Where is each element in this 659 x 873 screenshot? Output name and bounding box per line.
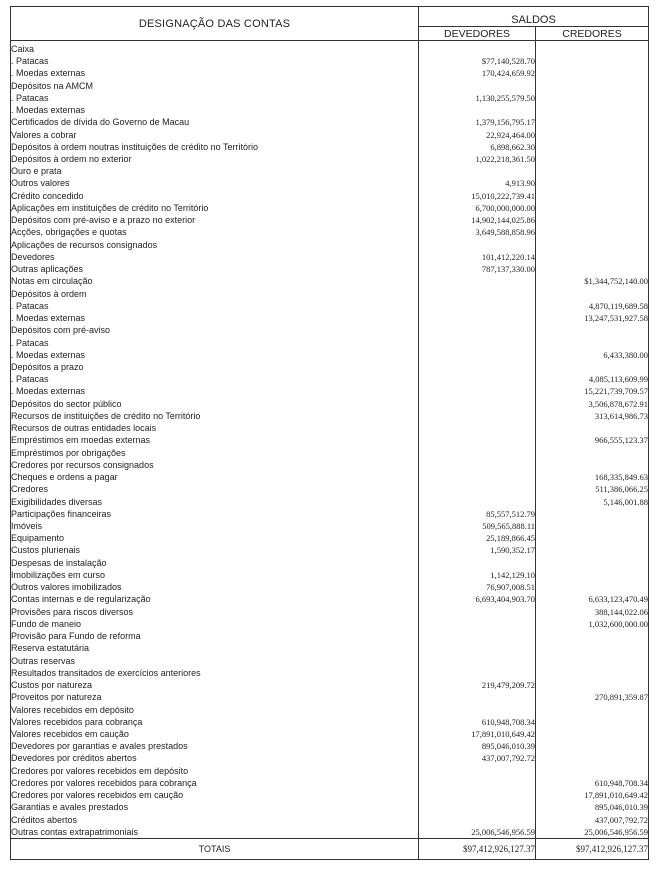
debit-value: 6,693,404,903.70 — [419, 593, 536, 605]
debit-value — [419, 703, 536, 715]
account-name: Despesas de instalação — [11, 557, 419, 569]
table-row — [11, 581, 649, 593]
table-row — [11, 752, 649, 764]
table-row — [11, 190, 649, 202]
credit-value — [536, 226, 649, 238]
table-row — [11, 557, 649, 569]
account-name: Outras contas extrapatrimoniais — [11, 826, 419, 839]
debit-value — [419, 801, 536, 813]
account-name: . Moedas externas — [11, 312, 419, 324]
credit-value — [536, 55, 649, 67]
account-name: Garantias e avales prestados — [11, 801, 419, 813]
credit-value — [536, 716, 649, 728]
debit-value — [419, 165, 536, 177]
account-name: Devedores por garantias e avales prestados — [11, 740, 419, 752]
header-saldos: SALDOS — [419, 7, 649, 27]
table-row — [11, 398, 649, 410]
account-name: Depósitos à ordem — [11, 287, 419, 299]
account-name: Fundo de maneio — [11, 618, 419, 630]
table-row — [11, 324, 649, 336]
credit-value — [536, 190, 649, 202]
totals-devedores: $97,412,926,127.37 — [419, 838, 536, 859]
credit-value — [536, 79, 649, 91]
account-name: Custos plurienais — [11, 544, 419, 556]
credit-value — [536, 544, 649, 556]
account-name: Certificados de dívida do Governo de Macau — [11, 116, 419, 128]
credit-value: 313,614,986.73 — [536, 410, 649, 422]
debit-value: 1,142,129.10 — [419, 569, 536, 581]
table-row — [11, 801, 649, 813]
account-name: Participações financeiras — [11, 508, 419, 520]
credit-value — [536, 447, 649, 459]
table-row — [11, 642, 649, 654]
account-name: Contas internas e de regularização — [11, 593, 419, 605]
account-name: Cheques e ordens a pagar — [11, 471, 419, 483]
header-designacao: DESIGNAÇÃO DAS CONTAS — [11, 7, 419, 41]
account-name: Aplicações em instituições de crédito no Território — [11, 202, 419, 214]
table-row — [11, 226, 649, 238]
table-row — [11, 483, 649, 495]
account-name: Notas em circulação — [11, 275, 419, 287]
credit-value — [536, 128, 649, 140]
credit-value — [536, 41, 649, 56]
account-name: Equipamento — [11, 532, 419, 544]
account-name: Reserva estatutária — [11, 642, 419, 654]
table-row — [11, 508, 649, 520]
debit-value: 895,046,010.39 — [419, 740, 536, 752]
credit-value — [536, 679, 649, 691]
credit-value: 6,433,380.00 — [536, 349, 649, 361]
debit-value: 4,913.90 — [419, 177, 536, 189]
credit-value — [536, 569, 649, 581]
debit-value: 85,557,512.79 — [419, 508, 536, 520]
debit-value — [419, 667, 536, 679]
debit-value: 170,424,659.92 — [419, 67, 536, 79]
account-name: Credores por recursos consignados — [11, 459, 419, 471]
debit-value — [419, 410, 536, 422]
debit-value: 76,907,008.51 — [419, 581, 536, 593]
table-row — [11, 41, 649, 56]
debit-value: 25,006,546,956.59 — [419, 826, 536, 839]
table-row — [11, 777, 649, 789]
debit-value — [419, 777, 536, 789]
table-row — [11, 703, 649, 715]
totals-row — [11, 838, 649, 859]
table-row — [11, 92, 649, 104]
credit-value — [536, 728, 649, 740]
debit-value — [419, 398, 536, 410]
debit-value — [419, 471, 536, 483]
table-row — [11, 434, 649, 446]
credit-value — [536, 165, 649, 177]
credit-value — [536, 557, 649, 569]
account-name: Devedores — [11, 251, 419, 263]
account-name: . Moedas externas — [11, 349, 419, 361]
account-name: Caixa — [11, 41, 419, 56]
credit-value: 6,633,123,470.49 — [536, 593, 649, 605]
debit-value — [419, 642, 536, 654]
table-row — [11, 471, 649, 483]
credit-value — [536, 67, 649, 79]
credit-value — [536, 752, 649, 764]
credit-value — [536, 251, 649, 263]
account-name: Depósitos do sector público — [11, 398, 419, 410]
account-name: Depósitos à ordem no exterior — [11, 153, 419, 165]
table-row — [11, 300, 649, 312]
account-name: Depósitos à ordem noutras instituições de crédito no Território — [11, 141, 419, 153]
debit-value — [419, 789, 536, 801]
header-credores: CREDORES — [536, 27, 649, 41]
credit-value — [536, 214, 649, 226]
table-row — [11, 153, 649, 165]
credit-value: 168,335,849.63 — [536, 471, 649, 483]
account-name: Crédito concedido — [11, 190, 419, 202]
account-name: . Moedas externas — [11, 67, 419, 79]
account-name: Devedores por créditos abertos — [11, 752, 419, 764]
table-row — [11, 789, 649, 801]
credit-value: 15,221,739,709.57 — [536, 385, 649, 397]
debit-value — [419, 300, 536, 312]
credit-value — [536, 361, 649, 373]
credit-value — [536, 667, 649, 679]
table-row — [11, 214, 649, 226]
credit-value — [536, 630, 649, 642]
credit-value: 5,146,001.88 — [536, 495, 649, 507]
debit-value: 509,565,888.11 — [419, 520, 536, 532]
debit-value — [419, 336, 536, 348]
credit-value: 1,032,600,000.00 — [536, 618, 649, 630]
table-row — [11, 667, 649, 679]
debit-value — [419, 618, 536, 630]
credit-value — [536, 202, 649, 214]
debit-value — [419, 495, 536, 507]
account-name: Outras aplicações — [11, 263, 419, 275]
account-name: Credores — [11, 483, 419, 495]
table-row — [11, 116, 649, 128]
account-name: Empréstimos em moedas externas — [11, 434, 419, 446]
table-row — [11, 141, 649, 153]
credit-value — [536, 239, 649, 251]
table-row — [11, 336, 649, 348]
credit-value — [536, 153, 649, 165]
credit-value — [536, 324, 649, 336]
table-row — [11, 263, 649, 275]
table-row — [11, 55, 649, 67]
credit-value — [536, 642, 649, 654]
debit-value — [419, 324, 536, 336]
credit-value: 25,006,546,956.59 — [536, 826, 649, 839]
debit-value: 17,891,010,649.42 — [419, 728, 536, 740]
account-name: Créditos abertos — [11, 814, 419, 826]
account-name: Aplicações de recursos consignados — [11, 239, 419, 251]
credit-value: 3,506,878,672.91 — [536, 398, 649, 410]
credit-value: 4,085,113,609.99 — [536, 373, 649, 385]
debit-value: 14,902,144,025.86 — [419, 214, 536, 226]
table-row — [11, 422, 649, 434]
table-row — [11, 447, 649, 459]
credit-value: 388,144,022.06 — [536, 606, 649, 618]
debit-value — [419, 557, 536, 569]
account-name: Empréstimos por obrigações — [11, 447, 419, 459]
account-name: . Patacas — [11, 92, 419, 104]
debit-value — [419, 312, 536, 324]
debit-value — [419, 630, 536, 642]
credit-value — [536, 287, 649, 299]
debit-value: 1,130,255,579.50 — [419, 92, 536, 104]
table-body — [11, 41, 649, 839]
credit-value — [536, 740, 649, 752]
credit-value — [536, 581, 649, 593]
debit-value — [419, 434, 536, 446]
table-row — [11, 128, 649, 140]
table-row — [11, 312, 649, 324]
credit-value — [536, 422, 649, 434]
table-row — [11, 239, 649, 251]
debit-value: 6,700,000,000.00 — [419, 202, 536, 214]
account-name: . Patacas — [11, 336, 419, 348]
table-row — [11, 728, 649, 740]
debit-value — [419, 104, 536, 116]
debit-value: 25,189,866.45 — [419, 532, 536, 544]
credit-value: 270,891,359.87 — [536, 691, 649, 703]
credit-value — [536, 703, 649, 715]
debit-value — [419, 814, 536, 826]
table-row — [11, 251, 649, 263]
table-row — [11, 275, 649, 287]
table-row — [11, 520, 649, 532]
credit-value: 437,007,792.72 — [536, 814, 649, 826]
account-name: Imóveis — [11, 520, 419, 532]
debit-value — [419, 654, 536, 666]
credit-value — [536, 116, 649, 128]
credit-value — [536, 177, 649, 189]
account-name: Resultados transitados de exercícios anteriores — [11, 667, 419, 679]
account-name: Valores recebidos para cobrança — [11, 716, 419, 728]
totals-credores: $97,412,926,127.37 — [536, 838, 649, 859]
table-row — [11, 630, 649, 642]
header-devedores: DEVEDORES — [419, 27, 536, 41]
debit-value — [419, 691, 536, 703]
credit-value: 895,046,010.39 — [536, 801, 649, 813]
credit-value — [536, 104, 649, 116]
account-name: Credores por valores recebidos em caução — [11, 789, 419, 801]
credit-value: 966,555,123.37 — [536, 434, 649, 446]
account-name: Imobilizações em curso — [11, 569, 419, 581]
debit-value: 6,898,662.30 — [419, 141, 536, 153]
table-row — [11, 361, 649, 373]
account-name: Depósitos com pré-aviso — [11, 324, 419, 336]
account-name: Outros valores imobilizados — [11, 581, 419, 593]
credit-value — [536, 141, 649, 153]
debit-value — [419, 41, 536, 56]
credit-value — [536, 532, 649, 544]
credit-value — [536, 263, 649, 275]
debit-value: $77,140,528.70 — [419, 55, 536, 67]
account-name: Exigibilidades diversas — [11, 495, 419, 507]
totals-label: TOTAIS — [11, 838, 419, 859]
account-name: Valores a cobrar — [11, 128, 419, 140]
table-row — [11, 349, 649, 361]
account-name: Valores recebidos em depósito — [11, 703, 419, 715]
debit-value: 610,948,708.34 — [419, 716, 536, 728]
account-name: Provisões para riscos diversos — [11, 606, 419, 618]
credit-value — [536, 459, 649, 471]
account-name: Outros valores — [11, 177, 419, 189]
debit-value — [419, 459, 536, 471]
credit-value: 17,891,010,649.42 — [536, 789, 649, 801]
debit-value: 219,479,209.72 — [419, 679, 536, 691]
account-name: . Patacas — [11, 55, 419, 67]
account-name: . Patacas — [11, 373, 419, 385]
credit-value: 511,386,066.25 — [536, 483, 649, 495]
table-row — [11, 618, 649, 630]
table-row — [11, 177, 649, 189]
account-name: Provisão para Fundo de reforma — [11, 630, 419, 642]
table-row — [11, 385, 649, 397]
debit-value: 15,010,222,739.41 — [419, 190, 536, 202]
debit-value — [419, 287, 536, 299]
debit-value — [419, 483, 536, 495]
account-name: Credores por valores recebidos para cobrança — [11, 777, 419, 789]
account-name: Depósitos com pré-aviso e a prazo no exterior — [11, 214, 419, 226]
debit-value: 787,137,330.00 — [419, 263, 536, 275]
debit-value — [419, 373, 536, 385]
table-row — [11, 679, 649, 691]
account-name: Outras reservas — [11, 654, 419, 666]
debit-value: 1,590,352.17 — [419, 544, 536, 556]
table-row — [11, 373, 649, 385]
table-row — [11, 79, 649, 91]
account-name: Depósitos na AMCM — [11, 79, 419, 91]
credit-value — [536, 654, 649, 666]
credit-value — [536, 520, 649, 532]
table-row — [11, 202, 649, 214]
table-row — [11, 593, 649, 605]
debit-value — [419, 361, 536, 373]
debit-value — [419, 239, 536, 251]
table-row — [11, 410, 649, 422]
table-row — [11, 826, 649, 839]
table-row — [11, 814, 649, 826]
account-name: Recursos de instituições de crédito no Território — [11, 410, 419, 422]
debit-value — [419, 79, 536, 91]
table-row — [11, 654, 649, 666]
table-row — [11, 740, 649, 752]
table-row — [11, 532, 649, 544]
account-name: Recursos de outras entidades locais — [11, 422, 419, 434]
table-row — [11, 716, 649, 728]
account-name: Acções, obrigações e quotas — [11, 226, 419, 238]
debit-value — [419, 447, 536, 459]
debit-value — [419, 385, 536, 397]
debit-value: 22,924,464.00 — [419, 128, 536, 140]
account-name: Valores recebidos em caução — [11, 728, 419, 740]
credit-value — [536, 92, 649, 104]
credit-value: $1,344,752,140.00 — [536, 275, 649, 287]
debit-value: 1,379,156,795.17 — [419, 116, 536, 128]
table-row — [11, 165, 649, 177]
table-row — [11, 569, 649, 581]
debit-value: 3,649,588,858.96 — [419, 226, 536, 238]
table-row — [11, 67, 649, 79]
account-name: Proveitos por natureza — [11, 691, 419, 703]
debit-value — [419, 606, 536, 618]
table-row — [11, 495, 649, 507]
table-row — [11, 287, 649, 299]
debit-value — [419, 765, 536, 777]
account-name: . Patacas — [11, 300, 419, 312]
account-name: Depósitos a prazo — [11, 361, 419, 373]
table-header — [11, 7, 649, 41]
credit-value: 13,247,531,927.58 — [536, 312, 649, 324]
table-row — [11, 606, 649, 618]
table-row — [11, 459, 649, 471]
credit-value: 4,870,119,689.58 — [536, 300, 649, 312]
table-row — [11, 765, 649, 777]
table-row — [11, 691, 649, 703]
debit-value: 101,412,220.14 — [419, 251, 536, 263]
table-row — [11, 104, 649, 116]
account-name: . Moedas externas — [11, 104, 419, 116]
balance-table — [10, 6, 649, 860]
account-name: Custos por natureza — [11, 679, 419, 691]
account-name: Credores por valores recebidos em depósito — [11, 765, 419, 777]
debit-value — [419, 275, 536, 287]
debit-value: 437,007,792.72 — [419, 752, 536, 764]
debit-value — [419, 349, 536, 361]
credit-value: 610,948,708.34 — [536, 777, 649, 789]
credit-value — [536, 765, 649, 777]
credit-value — [536, 508, 649, 520]
credit-value — [536, 336, 649, 348]
debit-value — [419, 422, 536, 434]
debit-value: 1,022,218,361.50 — [419, 153, 536, 165]
table-row — [11, 544, 649, 556]
account-name: Ouro e prata — [11, 165, 419, 177]
account-name: . Moedas externas — [11, 385, 419, 397]
